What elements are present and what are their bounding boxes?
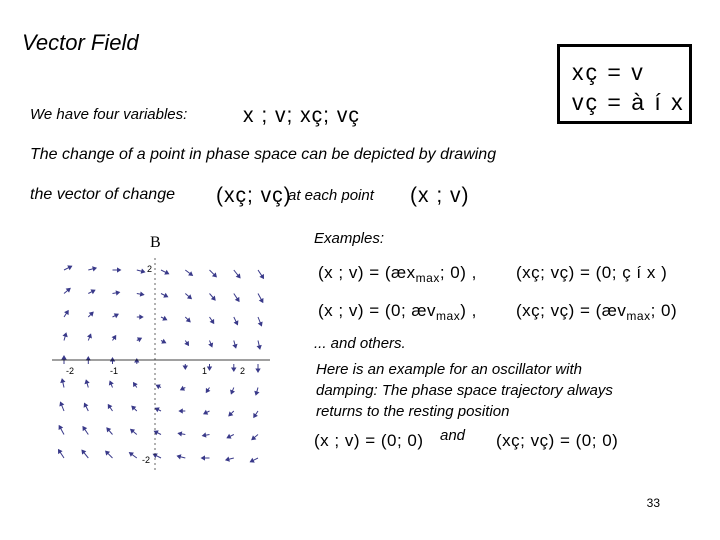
page-number: 33 [646,496,660,510]
and-others: ... and others. [314,335,406,352]
field-arrowhead [232,368,236,371]
field-arrowhead [64,333,68,336]
ex2-left-end: ) , [460,301,477,320]
field-arrowhead [260,275,263,279]
field-arrowhead [140,315,143,319]
oscillator-text-2: damping: The phase space trajectory always [316,382,613,399]
field-arrowhead [208,367,212,370]
field-arrowhead [202,456,205,460]
examples-label: Examples: [314,230,385,247]
field-arrowhead [231,390,234,393]
y-pos-label: 2 [147,264,153,274]
field-arrowhead [177,455,180,459]
rest-left: (x ; v) = (0; 0) [314,431,424,450]
equation-box [557,44,692,124]
field-arrowhead [59,426,62,430]
ex1-left-sub: max [415,271,440,285]
field-arrowhead [183,366,187,369]
field-arrowhead [60,402,63,405]
field-arrowhead [236,298,239,302]
field-arrowhead [250,459,254,462]
field-arrowhead [61,379,65,382]
field-arrowhead [84,403,87,407]
equation-vdot: vç = à í x [572,89,685,115]
field-arrowhead [111,358,115,361]
ex2-right-end: ; 0) [650,301,678,320]
x-pos1-label: 1 [202,366,208,376]
rest-right: (xç; vç) = (0; 0) [496,431,619,450]
field-arrowhead [68,266,72,269]
field-arrowhead [211,320,214,324]
y-neg-label: -2 [142,455,151,465]
at-each-point: at each point [288,187,374,204]
point-vector: (x ; v) [410,184,470,207]
field-arrowhead [135,359,139,362]
field-arrowhead [226,458,229,462]
field-arrowhead [118,268,121,272]
x-pos-label: 2 [240,366,246,376]
field-arrowhead [209,343,212,346]
example-2-left [318,301,477,323]
field-arrowhead [203,433,206,437]
field-arrowhead [115,314,119,317]
field-arrowhead [110,381,113,384]
field-arrowhead [83,427,86,431]
four-variables: x ; v; xç; vç [243,104,360,127]
ex2-right-sub: max [626,309,651,323]
field-arrowhead [260,299,263,303]
change-vector: (xç; vç) [216,184,292,207]
oscillator-text-1: Here is an example for an oscillator with [316,361,582,378]
plot-label: B [150,234,161,251]
ex1-left-end: ; 0) , [439,263,477,282]
field-arrowhead [162,340,166,343]
field-arrowhead [113,336,116,340]
field-arrowhead [87,357,91,360]
example-1-right: (xç; vç) = (0; ç í x ) [516,263,668,282]
change-line: The change of a point in phase space can be depicted by drawing [30,146,497,163]
slide-title: Vector Field [22,30,139,55]
field-arrowhead [59,450,62,454]
field-arrowhead [233,345,237,348]
ex2-right-main: (xç; vç) = (æv [516,301,627,320]
field-arrowhead [141,270,144,274]
field-arrowhead [185,342,188,346]
field-arrowhead [62,356,66,359]
field-arrowhead [134,383,137,387]
field-arrowhead [254,414,257,418]
field-arrowhead [85,380,89,383]
field-arrowhead [165,271,169,274]
rest-and: and [440,427,466,444]
field-arrowhead [155,408,159,411]
field-arrowhead [204,411,208,414]
ex2-left-main: (x ; v) = (0; æv [318,301,437,320]
x-neg-label: -2 [66,366,75,376]
field-arrowhead [93,267,96,271]
equation-xdot: xç = v [572,59,645,85]
field-arrowhead [258,346,262,349]
field-arrowhead [181,387,185,390]
x-neg1-label: -1 [110,366,119,376]
oscillator-text-3: returns to the resting position [316,403,510,420]
field-arrowhead [88,334,91,337]
field-arrowhead [163,317,167,320]
example-2-right [516,301,677,323]
ex1-left-main: (x ; v) = (æx [318,263,416,282]
field-arrowhead [179,409,182,413]
vector-line: the vector of change [30,186,175,203]
field-arrowhead [256,369,260,372]
field-arrowhead [164,294,168,297]
field-arrowhead [227,435,231,438]
field-arrowhead [140,292,143,296]
example-1-left [318,263,477,285]
ex2-left-sub: max [436,309,461,323]
field-arrowhead [116,291,119,295]
field-arrowhead [65,311,68,315]
field-arrowhead [156,385,160,388]
field-arrowhead [255,392,259,395]
field-arrowhead [206,389,209,393]
intro-label: We have four variables: [30,106,188,123]
field-arrowhead [91,290,95,293]
field-arrowhead [259,322,262,325]
field-arrowhead [108,405,111,409]
vector-field-plot [52,258,270,470]
field-arrowhead [178,432,181,436]
field-arrowhead [138,338,142,341]
field-arrowhead [235,321,238,325]
